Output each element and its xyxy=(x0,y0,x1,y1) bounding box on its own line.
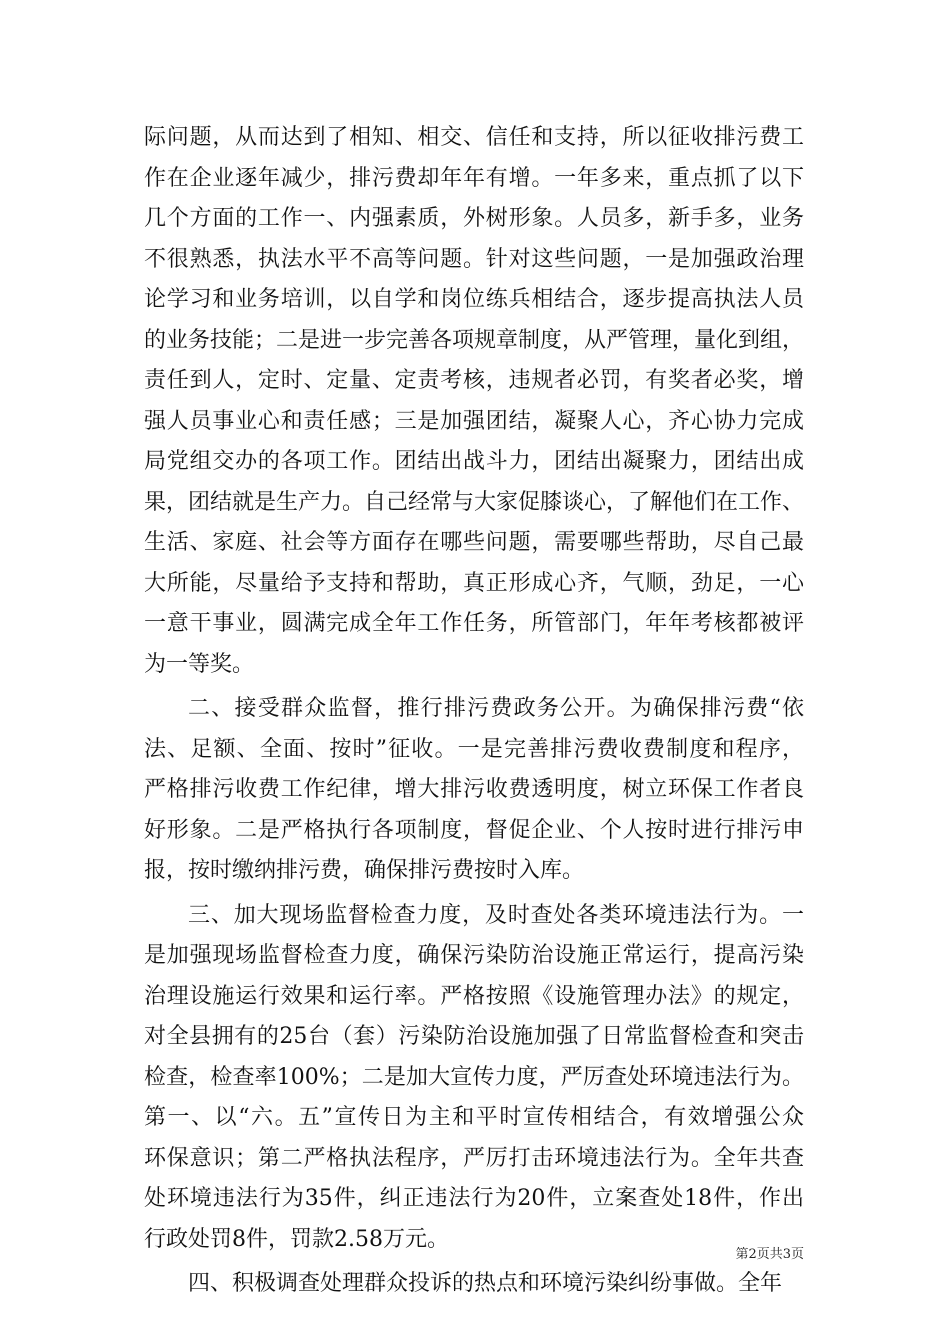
text-line: 几个方面的工作一、内强素质，外树形象。人员多，新手多，业务 xyxy=(144,206,804,231)
text-line: 生活、家庭、社会等方面存在哪些问题，需要哪些帮助，尽自己最 xyxy=(144,530,804,555)
text-line: 严格排污收费工作纪律，增大排污收费透明度，树立环保工作者良 xyxy=(144,777,804,802)
paragraph xyxy=(144,1264,804,1305)
paragraph xyxy=(144,118,804,685)
text-line: 四、积极调查处理群众投诉的热点和环境污染纠纷事做。全年 xyxy=(188,1271,783,1296)
paragraph xyxy=(144,689,804,892)
text-line: 作在企业逐年减少，排污费却年年有增。一年多来，重点抓了以下 xyxy=(144,165,804,191)
document-body xyxy=(144,118,804,1305)
text-line: 不很熟悉，执法水平不高等问题。针对这些问题，一是加强政治理 xyxy=(144,246,804,272)
text-line: 环保意识；第二严格执法程序，严厉打击环境违法行为。全年共查 xyxy=(144,1145,804,1171)
page-number: 第2页共3页 xyxy=(735,1247,804,1262)
text-line: 是加强现场监督检查力度，确保污染防治设施正常运行，提高污染 xyxy=(144,943,804,968)
text-line: 大所能，尽量给予支持和帮助，真正形成心齐，气顺，劲足，一心 xyxy=(144,570,804,596)
text-line: 对全县拥有的25台（套）污染防治设施加强了日常监督检查和突击 xyxy=(144,1024,804,1049)
text-line: 的业务技能；二是进一步完善各项规章制度，从严管理，量化到组， xyxy=(144,327,805,353)
text-line: 局党组交办的各项工作。团结出战斗力，团结出凝聚力，团结出成 xyxy=(144,449,804,474)
text-line: 法、足额、全面、按时”征收。一是完善排污费收费制度和程序， xyxy=(144,736,804,762)
text-line: 果，团结就是生产力。自己经常与大家促膝谈心，了解他们在工作、 xyxy=(144,489,805,515)
text-line: 报，按时缴纳排污费，确保排污费按时入库。 xyxy=(144,858,585,883)
text-line: 治理设施运行效果和运行率。严格按照《设施管理办法》的规定， xyxy=(144,983,804,1009)
text-line: 一意干事业，圆满完成全年工作任务，所管部门，年年考核都被评 xyxy=(144,611,804,636)
text-line: 处环境违法行为35件，纠正违法行为20件，立案查处18件，作出 xyxy=(144,1186,804,1211)
text-line: 强人员事业心和责任感；三是加强团结，凝聚人心，齐心协力完成 xyxy=(144,408,804,434)
text-line: 第一、以“六。五”宣传日为主和平时宣传相结合，有效增强公众 xyxy=(144,1105,804,1130)
text-line: 际问题，从而达到了相知、相交、信任和支持，所以征收排污费工 xyxy=(144,125,804,150)
text-line: 二、接受群众监督，推行排污费政务公开。为确保排污费“依 xyxy=(188,696,804,721)
paragraph xyxy=(144,896,804,1261)
text-line: 检查，检查率100%；二是加大宣传力度，严厉查处环境违法行为。 xyxy=(144,1064,804,1090)
text-line: 三、加大现场监督检查力度，及时查处各类环境违法行为。一 xyxy=(188,902,804,928)
text-line: 行政处罚8件，罚款2.58万元。 xyxy=(144,1226,449,1252)
text-line: 好形象。二是严格执行各项制度，督促企业、个人按时进行排污申 xyxy=(144,817,804,843)
text-line: 责任到人，定时、定量、定责考核，违规者必罚，有奖者必奖，增 xyxy=(144,368,804,393)
text-line: 论学习和业务培训，以自学和岗位练兵相结合，逐步提高执法人员 xyxy=(144,287,804,312)
text-line: 为一等奖。 xyxy=(144,651,255,677)
